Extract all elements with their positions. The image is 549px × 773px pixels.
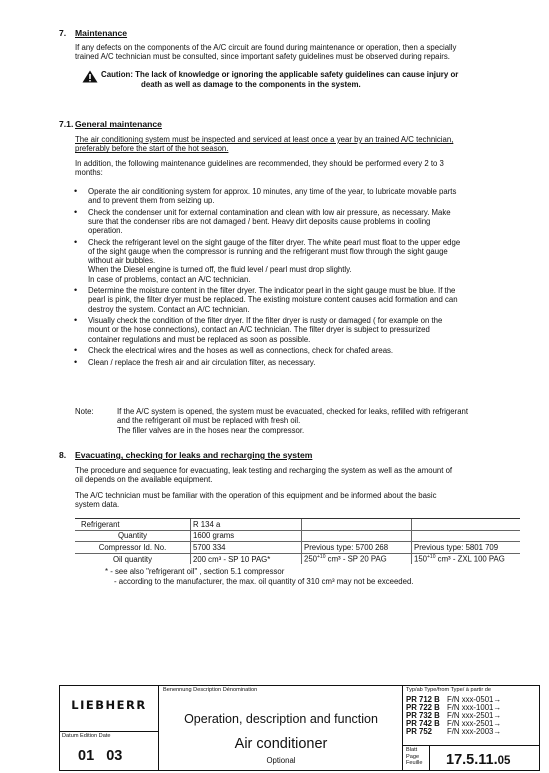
list-item: • Check the refrigerant level on the sight gauge of the filter dryer. The white pearl must float to the upper edge of the sight gauge when the compressor is running and the refrigerant must flow through the sight gauge without air bubbles. When the Diesel engine is turned off, the fluid level / pearl must drop slightly. In case of problems, contact an A/C technician.: [74, 238, 536, 284]
text-line: months:: [75, 168, 103, 178]
text-line: oil depends on the available equipment.: [75, 475, 213, 485]
text-line: trained A/C technician must be consulted, since important safety guidelines must be observed during repairs.: [75, 52, 450, 62]
text-line: The filler valves are in the hoses near the compressor.: [117, 425, 305, 435]
text-line: The air conditioning system must be inspected and serviced at least once a year by an trained A/C technician,: [75, 135, 454, 144]
section-7-1-addl: [75, 159, 535, 178]
document-title: Operation, description and function: [184, 712, 378, 726]
list-item: • Check the condenser unit for external contamination and clean with low air pressure, as necessary. Make sure that the condenser ribs are not damaged / bent. Heavy dirt deposits cause problems in cooling operation.: [74, 208, 536, 236]
page-number: 17.5.11.05: [446, 752, 511, 768]
oil-value: 200 cm³ - SP 10 PAG*: [191, 553, 302, 564]
type-row: PR 742 B F/N xxx-2501→: [406, 719, 502, 729]
empty-cell: [412, 519, 521, 531]
list-item: • Clean / replace the fresh air and air circulation filter, as necessary.: [74, 358, 536, 367]
list-item: • Determine the moisture content in the filter dryer. The indicator pearl in the sight gauge must be blue. If the pearl is pink, the filter dryer must be replaced. The existing moisture content causes acid formation and can destroy the system. Contact an A/C technician.: [74, 286, 536, 314]
empty-cell: [302, 519, 412, 531]
compressor-value: 5700 334: [191, 542, 302, 554]
text-line: system data.: [75, 500, 120, 510]
quantity-label: Quantity: [75, 530, 191, 542]
text-line: and the refrigerant oil must be replaced with fresh oil.: [117, 416, 301, 426]
section-title: General maintenance: [75, 119, 162, 129]
table-row: [75, 519, 520, 531]
optional-label: Optional: [266, 756, 296, 765]
note-text: [117, 407, 537, 435]
edition-date: [78, 748, 122, 764]
section-8-paragraph-1: [75, 466, 535, 485]
table-row: [75, 530, 520, 542]
divider: [59, 731, 159, 732]
system-data-table: [75, 518, 520, 564]
section-8-paragraph-2: [75, 491, 535, 510]
type-row: PR 722 B F/N xxx-1001→: [406, 703, 502, 713]
compressor-label: Compressor Id. No.: [75, 542, 191, 554]
list-item: • Operate the air conditioning system for approx. 10 minutes, any time of the year, to lubricate movable parts and to prevent them from seizing up.: [74, 187, 536, 205]
date-year: 03: [106, 748, 123, 764]
section-7-1-heading: [59, 119, 162, 129]
warning-icon: [82, 70, 98, 83]
section-number: 8.: [59, 450, 67, 460]
text-line: The A/C technician must be familiar with the operation of this equipment and be informed about the basic: [75, 491, 437, 500]
table-row: [75, 542, 520, 554]
table-footnote: - according to the manufacturer, the max. oil quantity of 310 cm³ may not be exceeded.: [114, 577, 414, 586]
description-label: Benennung Description Dénomination: [163, 687, 258, 693]
compressor-previous-2: Previous type: 5801 709: [412, 542, 521, 554]
document-subtitle: Air conditioner: [234, 736, 328, 752]
section-number: 7.1.: [59, 119, 74, 129]
section-title: Maintenance: [75, 28, 128, 38]
section-title: Evacuating, checking for leaks and recharging the system: [75, 450, 313, 460]
compressor-previous-1: Previous type: 5700 268: [302, 542, 412, 554]
divider: [402, 685, 403, 770]
section-7-text: [75, 43, 535, 62]
refrigerant-value: R 134 a: [191, 519, 302, 531]
section-8-heading: [59, 450, 312, 460]
text-line: Caution: The lack of knowledge or ignoring the applicable safety guidelines can cause injury or: [101, 70, 459, 79]
list-item: • Check the electrical wires and the hoses as well as connections, check for chafed areas.: [74, 346, 536, 355]
caution-text: [101, 70, 458, 89]
maintenance-list: [74, 187, 536, 369]
type-row: PR 712 B F/N xxx-0501→: [406, 695, 502, 704]
type-label: Typ/ab Type/from Type/ à partir de: [406, 687, 491, 693]
date-month: 01: [78, 748, 95, 764]
divider: [402, 745, 539, 746]
type-list: [406, 696, 536, 736]
table-row: [75, 553, 520, 564]
oil-label: Oil quantity: [75, 553, 191, 564]
text-line: In addition, the following maintenance guidelines are recommended, they should be performed every 2 to 3: [75, 159, 444, 168]
text-line: preferably before the start of the hot season.: [75, 144, 229, 154]
date-label: Datum Edition Date: [62, 733, 111, 739]
divider: [429, 745, 430, 770]
liebherr-logo: LIEBHERR: [71, 698, 147, 712]
empty-cell: [412, 530, 521, 542]
table-footnote: * - see also "refrigerant oil" , section 5.1 compressor: [105, 567, 285, 576]
sheet-label: Blatt Page Feuille: [406, 747, 423, 767]
note-label: Note:: [75, 407, 94, 416]
section-number: 7.: [59, 28, 67, 38]
oil-previous-2: $150^{+10}$ cm³ - ZXL 100 PAG: [412, 553, 521, 564]
refrigerant-label: Refrigerant: [75, 519, 191, 531]
quantity-value: 1600 grams: [191, 530, 302, 542]
oil-previous-1: $250^{+10}$ cm³ - SP 20 PAG: [302, 553, 412, 564]
text-line: If any defects on the components of the A/C circuit are found during maintenance or operation, then a specially: [75, 43, 457, 52]
type-row: PR 732 B F/N xxx-2501→: [406, 711, 502, 721]
type-row: PR 752 F/N xxx-2003→: [406, 727, 502, 737]
text-line: The procedure and sequence for evacuating, leak testing and recharging the system as well as the amount of: [75, 466, 453, 475]
list-item: • Visually check the condition of the filter dryer. If the filter dryer is rusty or damaged ( for example on the mount or the hose connections), contact an A/C technician. The filter dryer is subject to pressurized container regulations and must be replaced as soon as possible.: [74, 316, 536, 344]
text-line: death as well as damage to the components in the system.: [141, 79, 361, 89]
section-7-1-intro: [75, 135, 535, 154]
section-7-heading: [59, 28, 127, 38]
empty-cell: [302, 530, 412, 542]
text-line: If the A/C system is opened, the system must be evacuated, checked for leaks, refilled with refrigerant: [117, 407, 469, 416]
